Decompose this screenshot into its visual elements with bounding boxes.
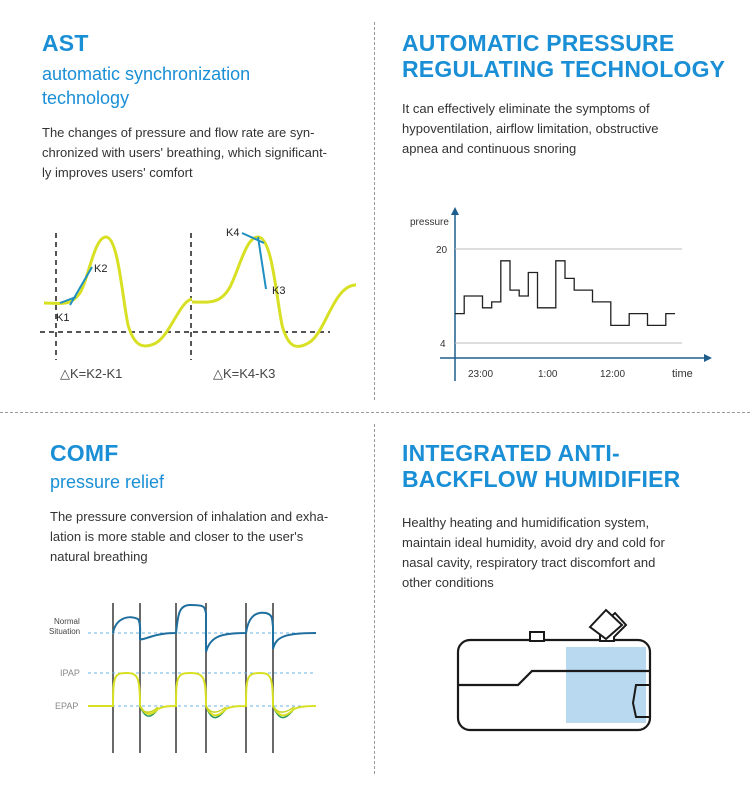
- ast-label-k2: K2: [94, 263, 108, 275]
- comf-label-epap: EPAP: [55, 701, 79, 711]
- horizontal-divider: [0, 412, 750, 413]
- ast-subtitle-line2: technology: [42, 88, 130, 108]
- humidifier-top-tab: [530, 632, 544, 641]
- comf-ipap-wave: [88, 673, 316, 715]
- pressure-x-arrow: [704, 354, 712, 362]
- ast-formula-2: △K=K4-K3: [213, 366, 276, 381]
- comf-label-normal-1: Normal: [54, 617, 80, 626]
- comf-subtitle: pressure relief: [50, 472, 165, 492]
- comf-label-normal-2: Situation: [49, 627, 81, 636]
- ast-diagram: [30, 215, 370, 395]
- comf-label-ipap: IPAP: [60, 668, 80, 678]
- ast-panel: [42, 30, 362, 183]
- pressure-tick-20: 20: [436, 245, 448, 256]
- pressure-x-label: time: [672, 368, 693, 380]
- ast-desc-line1: The changes of pressure and flow rate are syn-: [42, 125, 315, 140]
- pressure-series-line: [455, 261, 675, 326]
- comf-title: COMF: [50, 440, 119, 466]
- hum-title-line2: BACKFLOW HUMIDIFIER: [402, 466, 681, 492]
- apr-desc-line2: hypoventilation, airflow limitation, obstructive: [402, 121, 659, 136]
- ast-label-k4: K4: [226, 227, 240, 239]
- ast-desc-line3: ly improves users' comfort: [42, 165, 193, 180]
- hum-desc-line4: other conditions: [402, 575, 494, 590]
- apr-title-line2: REGULATING TECHNOLOGY: [402, 56, 726, 82]
- ast-label-k3: K3: [272, 285, 286, 297]
- ast-curve-1: [44, 237, 192, 346]
- ast-tangent-k2: [70, 267, 92, 305]
- hum-desc-line1: Healthy heating and humidification system,: [402, 515, 650, 530]
- comf-desc-line1: The pressure conversion of inhalation and exha-: [50, 509, 329, 524]
- comf-diagram: [40, 597, 370, 757]
- pressure-xtick-1200: 12:00: [600, 369, 626, 380]
- ast-subtitle-line1: automatic synchronization: [42, 64, 251, 84]
- ast-formula-1: △K=K2-K1: [60, 366, 123, 381]
- pressure-tick-4: 4: [440, 339, 446, 350]
- pressure-xtick-100: 1:00: [538, 369, 558, 380]
- pressure-y-arrow: [451, 207, 459, 215]
- apr-desc-line3: apnea and continuous snoring: [402, 141, 577, 156]
- pressure-xtick-2300: 23:00: [468, 369, 494, 380]
- pressure-y-label: pressure: [410, 217, 449, 228]
- vertical-divider-bottom: [374, 424, 375, 774]
- comf-desc-line3: natural breathing: [50, 549, 148, 564]
- comf-panel: [50, 440, 370, 567]
- ast-title: AST: [42, 30, 89, 56]
- vertical-divider-top: [374, 22, 375, 400]
- hum-desc-line3: nasal cavity, respiratory tract discomfort and: [402, 555, 656, 570]
- ast-label-k1: K1: [56, 312, 70, 324]
- hum-desc-line2: maintain ideal humidity, avoid dry and cold for: [402, 535, 665, 550]
- apr-panel: [402, 30, 742, 159]
- apr-title-line1: AUTOMATIC PRESSURE: [402, 30, 675, 56]
- pressure-chart: [400, 203, 720, 393]
- hum-panel: [402, 440, 742, 593]
- comf-desc-line2: lation is more stable and closer to the user's: [50, 529, 304, 544]
- comf-normal-wave: [113, 605, 316, 652]
- apr-desc-line1: It can effectively eliminate the symptoms of: [402, 101, 650, 116]
- humidifier-illustration: [450, 605, 670, 745]
- ast-desc-line2: chronized with users' breathing, which significant-: [42, 145, 328, 160]
- hum-title-line1: INTEGRATED ANTI-: [402, 440, 620, 466]
